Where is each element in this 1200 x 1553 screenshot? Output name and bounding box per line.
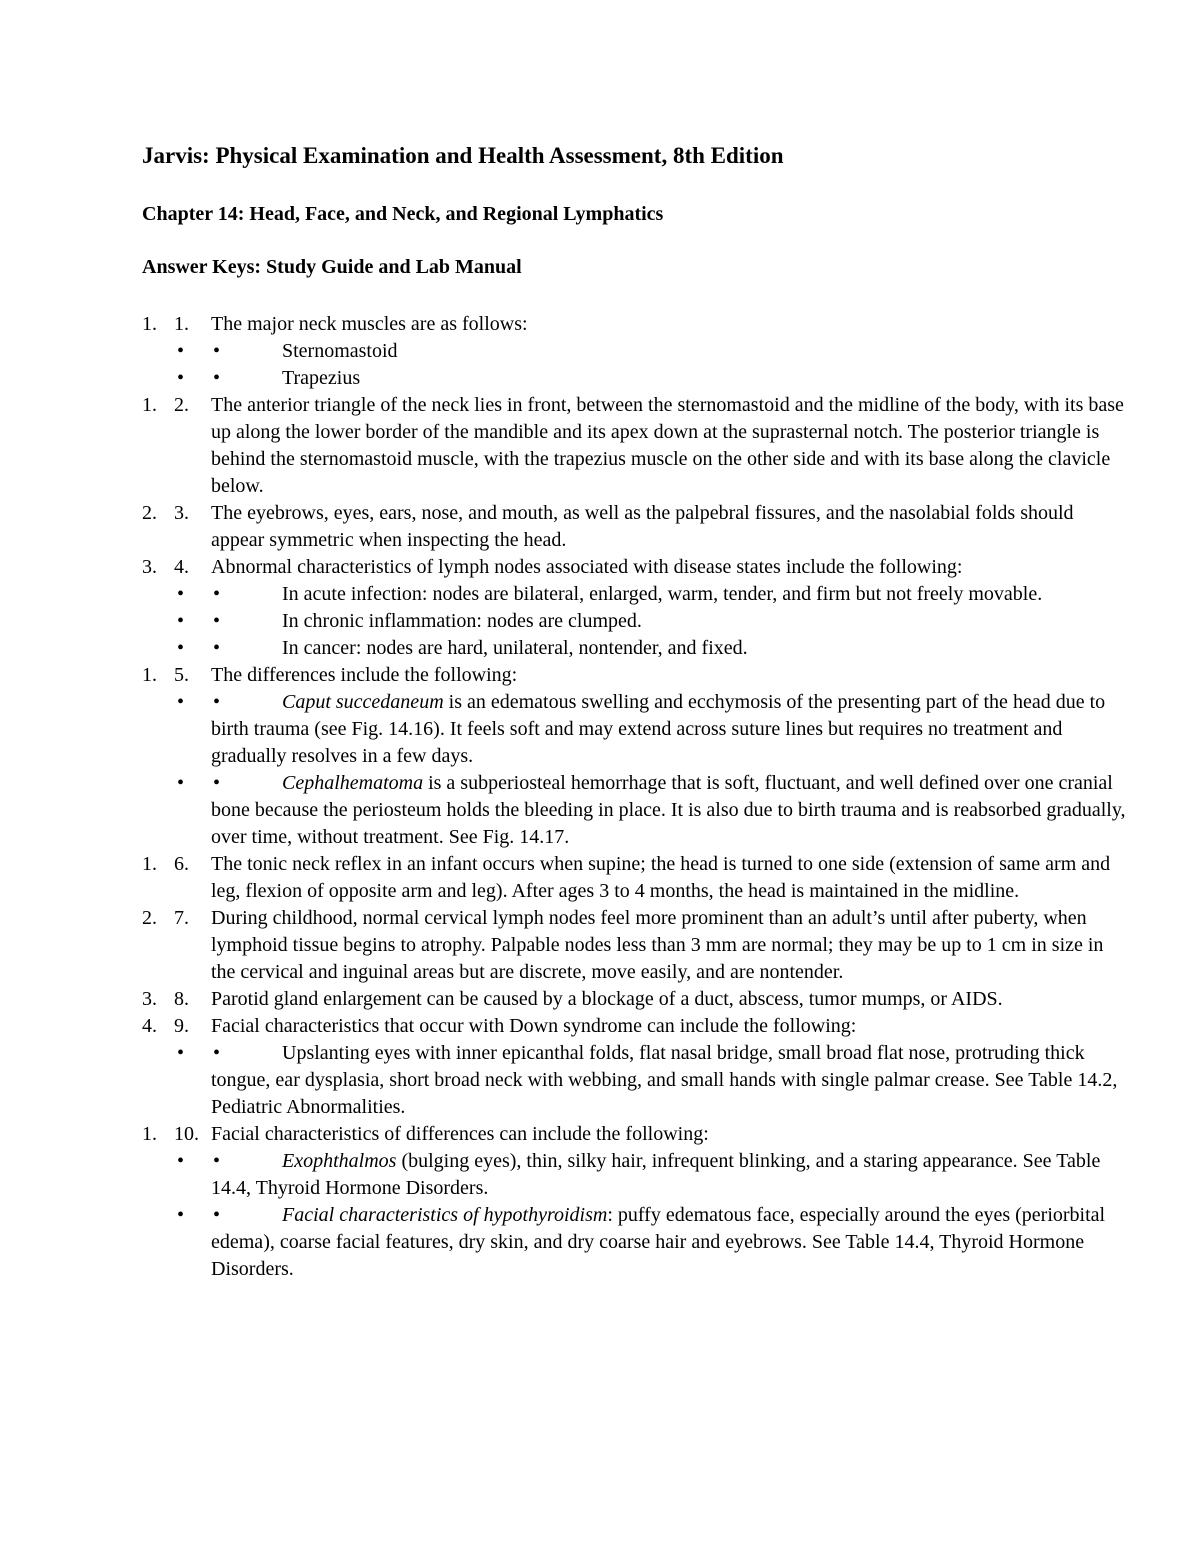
bullet-text: (bulging eyes), thin, silky hair, infrequent blinking, and a staring appearance. See Table 14.4, Thyroid Hormone Disorders.	[211, 1150, 1101, 1199]
bullet-marker: •	[177, 1150, 185, 1172]
bullet-item	[142, 1202, 1127, 1283]
bullet-item	[142, 365, 1127, 392]
item-number: 3.	[142, 988, 157, 1010]
item-text: Facial characteristics of differences can include the following:	[211, 1123, 709, 1145]
answer-item	[142, 1013, 1127, 1040]
bullet-text: Trapezius	[282, 367, 361, 389]
bullet-marker: •	[177, 691, 185, 713]
bullet-marker: •	[177, 610, 185, 632]
item-subnumber: 10.	[174, 1123, 199, 1145]
bullet-marker: •	[213, 583, 221, 605]
bullet-text: In chronic inflammation: nodes are clumped.	[282, 610, 642, 632]
chapter-heading: Chapter 14: Head, Face, and Neck, and Regional Lymphatics	[142, 203, 664, 225]
bullet-emphasis: Cephalhematoma	[282, 772, 424, 794]
bullet-marker: •	[213, 637, 221, 659]
item-number: 4.	[142, 1015, 157, 1037]
bullet-text: : puffy edematous face, especially around the eyes (periorbital edema), coarse facial features, dry skin, and dry coarse hair and eyebrows. See Table 14.4, Thyroid Hormone Disorders.	[211, 1204, 1106, 1280]
bullet-marker: •	[177, 637, 185, 659]
bullet-item	[142, 1148, 1127, 1202]
item-text: The eyebrows, eyes, ears, nose, and mouth, as well as the palpebral fissures, and the nasolabial folds should appear symmetric when inspecting the head.	[211, 502, 1074, 551]
answer-item	[142, 500, 1127, 554]
item-text: Parotid gland enlargement can be caused by a blockage of a duct, abscess, tumor mumps, or AIDS.	[211, 988, 1003, 1010]
bullet-item	[142, 770, 1127, 851]
item-number: 1.	[142, 313, 157, 335]
bullet-marker: •	[177, 367, 185, 389]
answer-item	[142, 905, 1127, 986]
answer-item	[142, 1121, 1127, 1148]
bullet-marker: •	[213, 1042, 221, 1064]
item-subnumber: 7.	[174, 907, 189, 929]
item-text: The major neck muscles are as follows:	[211, 313, 528, 335]
item-subnumber: 5.	[174, 664, 189, 686]
bullet-text: Sternomastoid	[282, 340, 398, 362]
item-subnumber: 3.	[174, 502, 189, 524]
bullet-marker: •	[177, 583, 185, 605]
document-title: Jarvis: Physical Examination and Health Assessment, 8th Edition	[142, 143, 784, 168]
item-number: 1.	[142, 394, 157, 416]
bullet-item	[142, 338, 1127, 365]
item-number: 3.	[142, 556, 157, 578]
item-text: Facial characteristics that occur with Down syndrome can include the following:	[211, 1015, 857, 1037]
item-text: The anterior triangle of the neck lies in front, between the sternomastoid and the midline of the body, with its base up along the lower border of the mandible and its apex down at the suprasternal notch. The posterior triangle is behind the sternomastoid muscle, with the trapezius muscle on the other side and with its base along the clavicle below.	[211, 394, 1124, 497]
bullet-text: is a subperiosteal hemorrhage that is soft, fluctuant, and well defined over one cranial bone because the periosteum holds the bleeding in place. It is also due to birth trauma and is reabsorbed gradually, over time, without treatment. See Fig. 14.17.	[211, 772, 1126, 848]
answer-item	[142, 851, 1127, 905]
item-number: 1.	[142, 664, 157, 686]
bullet-marker: •	[213, 367, 221, 389]
item-number: 2.	[142, 907, 157, 929]
bullet-marker: •	[177, 340, 185, 362]
bullet-marker: •	[213, 772, 221, 794]
item-number: 1.	[142, 853, 157, 875]
item-subnumber: 8.	[174, 988, 189, 1010]
bullet-item	[142, 608, 1127, 635]
answer-keys-heading: Answer Keys: Study Guide and Lab Manual	[142, 256, 522, 278]
bullet-text: is an edematous swelling and ecchymosis of the presenting part of the head due to birth trauma (see Fig. 14.16). It feels soft and may extend across suture lines but requires no treatment and gradually resolves in a few days.	[211, 691, 1106, 767]
bullet-emphasis: Facial characteristics of hypothyroidism	[282, 1204, 608, 1226]
bullet-item	[142, 1040, 1127, 1121]
answer-list	[142, 311, 1127, 1283]
answer-item	[142, 554, 1127, 581]
bullet-text: In cancer: nodes are hard, unilateral, nontender, and fixed.	[282, 637, 748, 659]
item-text: The differences include the following:	[211, 664, 518, 686]
item-number: 1.	[142, 1123, 157, 1145]
item-subnumber: 6.	[174, 853, 189, 875]
item-text: The tonic neck reflex in an infant occurs when supine; the head is turned to one side (extension of same arm and leg, flexion of opposite arm and leg). After ages 3 to 4 months, the head is maintained in the midline.	[211, 853, 1111, 902]
answer-item	[142, 311, 1127, 338]
bullet-marker: •	[177, 772, 185, 794]
item-subnumber: 9.	[174, 1015, 189, 1037]
bullet-marker: •	[213, 610, 221, 632]
item-subnumber: 2.	[174, 394, 189, 416]
item-number: 2.	[142, 502, 157, 524]
item-text: Abnormal characteristics of lymph nodes associated with disease states include the following:	[211, 556, 963, 578]
bullet-marker: •	[213, 1150, 221, 1172]
bullet-marker: •	[177, 1204, 185, 1226]
answer-item	[142, 392, 1127, 500]
item-subnumber: 1.	[174, 313, 189, 335]
bullet-text: In acute infection: nodes are bilateral, enlarged, warm, tender, and firm but not freely movable.	[282, 583, 1043, 605]
bullet-item	[142, 581, 1127, 608]
bullet-marker: •	[213, 1204, 221, 1226]
bullet-item	[142, 689, 1127, 770]
bullet-emphasis: Caput succedaneum	[282, 691, 444, 713]
bullet-marker: •	[177, 1042, 185, 1064]
answer-item	[142, 662, 1127, 689]
item-text: During childhood, normal cervical lymph nodes feel more prominent than an adult’s until after puberty, when lymphoid tissue begins to atrophy. Palpable nodes less than 3 mm are normal; they may be up to 1 cm in size in the cervical and inguinal areas but are discrete, move easily, and are nontender.	[211, 907, 1104, 983]
bullet-emphasis: Exophthalmos	[282, 1150, 397, 1172]
bullet-marker: •	[213, 691, 221, 713]
item-subnumber: 4.	[174, 556, 189, 578]
bullet-item	[142, 635, 1127, 662]
bullet-marker: •	[213, 340, 221, 362]
answer-item	[142, 986, 1127, 1013]
bullet-text: Upslanting eyes with inner epicanthal folds, flat nasal bridge, small broad flat nose, protruding thick tongue, ear dysplasia, short broad neck with webbing, and small hands with single palmar crease. See Table 14.2, Pediatric Abnormalities.	[211, 1042, 1118, 1118]
